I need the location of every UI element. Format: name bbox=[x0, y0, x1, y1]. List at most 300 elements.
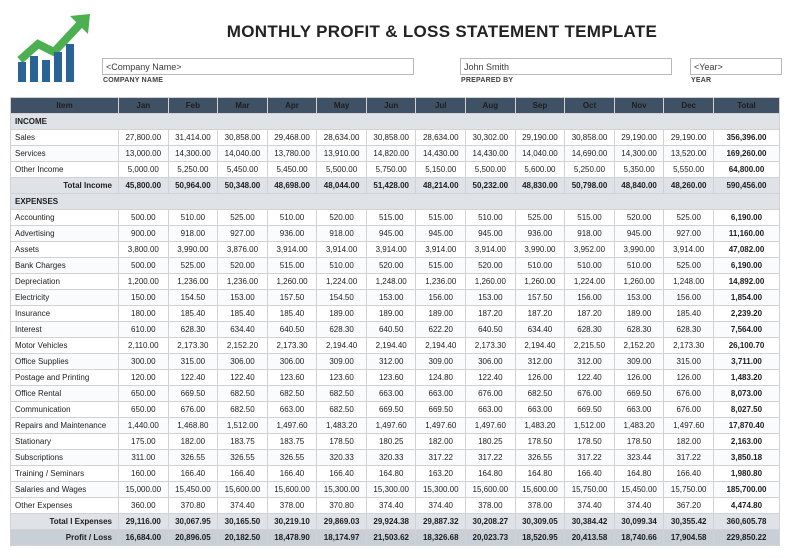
cell-jun[interactable]: 669.50 bbox=[366, 402, 416, 418]
cell-aug[interactable]: 663.00 bbox=[466, 402, 516, 418]
cell-oct[interactable]: 187.20 bbox=[565, 306, 615, 322]
cell-mar[interactable]: 1,236.00 bbox=[218, 274, 268, 290]
cell-jul[interactable]: 309.00 bbox=[416, 354, 466, 370]
cell-sep[interactable]: 30,309.05 bbox=[515, 514, 565, 530]
cell-may[interactable]: 510.00 bbox=[317, 258, 367, 274]
cell-apr[interactable]: 663.00 bbox=[267, 402, 317, 418]
cell-feb[interactable]: 122.40 bbox=[168, 370, 218, 386]
cell-feb[interactable]: 1,236.00 bbox=[168, 274, 218, 290]
cell-oct[interactable]: 30,858.00 bbox=[565, 130, 615, 146]
cell-feb[interactable]: 15,450.00 bbox=[168, 482, 218, 498]
cell-sep[interactable]: 5,600.00 bbox=[515, 162, 565, 178]
cell-jul[interactable]: 14,430.00 bbox=[416, 146, 466, 162]
cell-jan[interactable]: 150.00 bbox=[119, 290, 169, 306]
cell-apr[interactable]: 682.50 bbox=[267, 386, 317, 402]
cell-sep[interactable]: 18,520.95 bbox=[515, 530, 565, 546]
cell-jul[interactable]: 317.22 bbox=[416, 450, 466, 466]
cell-jan[interactable]: 2,110.00 bbox=[119, 338, 169, 354]
cell-jun[interactable]: 2,194.40 bbox=[366, 338, 416, 354]
cell-may[interactable]: 15,300.00 bbox=[317, 482, 367, 498]
cell-jan[interactable]: 160.00 bbox=[119, 466, 169, 482]
cell-jul[interactable]: 124.80 bbox=[416, 370, 466, 386]
cell-mar[interactable]: 1,512.00 bbox=[218, 418, 268, 434]
cell-dec[interactable]: 166.40 bbox=[664, 466, 714, 482]
cell-aug[interactable]: 50,232.00 bbox=[466, 178, 516, 194]
cell-nov[interactable]: 189.00 bbox=[614, 306, 664, 322]
cell-jun[interactable]: 515.00 bbox=[366, 210, 416, 226]
cell-mar[interactable]: 183.75 bbox=[218, 434, 268, 450]
cell-mar[interactable]: 15,600.00 bbox=[218, 482, 268, 498]
cell-jul[interactable]: 622.20 bbox=[416, 322, 466, 338]
cell-apr[interactable]: 183.75 bbox=[267, 434, 317, 450]
cell-jul[interactable]: 48,214.00 bbox=[416, 178, 466, 194]
cell-jun[interactable]: 15,300.00 bbox=[366, 482, 416, 498]
cell-oct[interactable]: 50,798.00 bbox=[565, 178, 615, 194]
cell-may[interactable]: 28,634.00 bbox=[317, 130, 367, 146]
cell-jan[interactable]: 610.00 bbox=[119, 322, 169, 338]
cell-dec[interactable]: 927.00 bbox=[664, 226, 714, 242]
cell-oct[interactable]: 5,250.00 bbox=[565, 162, 615, 178]
cell-nov[interactable]: 3,990.00 bbox=[614, 242, 664, 258]
cell-aug[interactable]: 1,260.00 bbox=[466, 274, 516, 290]
cell-dec[interactable]: 15,750.00 bbox=[664, 482, 714, 498]
cell-feb[interactable]: 669.50 bbox=[168, 386, 218, 402]
cell-aug[interactable]: 187.20 bbox=[466, 306, 516, 322]
cell-apr[interactable]: 185.40 bbox=[267, 306, 317, 322]
cell-feb[interactable]: 31,414.00 bbox=[168, 130, 218, 146]
cell-sep[interactable]: 2,194.40 bbox=[515, 338, 565, 354]
cell-apr[interactable]: 48,698.00 bbox=[267, 178, 317, 194]
cell-may[interactable]: 682.50 bbox=[317, 386, 367, 402]
cell-aug[interactable]: 1,497.60 bbox=[466, 418, 516, 434]
cell-apr[interactable]: 30,219.10 bbox=[267, 514, 317, 530]
cell-apr[interactable]: 510.00 bbox=[267, 210, 317, 226]
cell-sep[interactable]: 312.00 bbox=[515, 354, 565, 370]
cell-sep[interactable]: 15,600.00 bbox=[515, 482, 565, 498]
cell-dec[interactable]: 3,914.00 bbox=[664, 242, 714, 258]
cell-jan[interactable]: 500.00 bbox=[119, 258, 169, 274]
cell-mar[interactable]: 153.00 bbox=[218, 290, 268, 306]
cell-mar[interactable]: 122.40 bbox=[218, 370, 268, 386]
cell-sep[interactable]: 187.20 bbox=[515, 306, 565, 322]
cell-dec[interactable]: 5,550.00 bbox=[664, 162, 714, 178]
cell-aug[interactable]: 164.80 bbox=[466, 466, 516, 482]
cell-apr[interactable]: 5,450.00 bbox=[267, 162, 317, 178]
cell-apr[interactable]: 306.00 bbox=[267, 354, 317, 370]
cell-nov[interactable]: 309.00 bbox=[614, 354, 664, 370]
cell-jan[interactable]: 311.00 bbox=[119, 450, 169, 466]
cell-oct[interactable]: 312.00 bbox=[565, 354, 615, 370]
cell-jun[interactable]: 312.00 bbox=[366, 354, 416, 370]
cell-jun[interactable]: 14,820.00 bbox=[366, 146, 416, 162]
cell-dec[interactable]: 48,260.00 bbox=[664, 178, 714, 194]
cell-dec[interactable]: 2,173.30 bbox=[664, 338, 714, 354]
cell-oct[interactable]: 15,750.00 bbox=[565, 482, 615, 498]
cell-dec[interactable]: 676.00 bbox=[664, 386, 714, 402]
cell-dec[interactable]: 367.20 bbox=[664, 498, 714, 514]
cell-jun[interactable]: 3,914.00 bbox=[366, 242, 416, 258]
cell-jun[interactable]: 21,503.62 bbox=[366, 530, 416, 546]
cell-sep[interactable]: 510.00 bbox=[515, 258, 565, 274]
cell-nov[interactable]: 48,840.00 bbox=[614, 178, 664, 194]
cell-dec[interactable]: 29,190.00 bbox=[664, 130, 714, 146]
cell-dec[interactable]: 156.00 bbox=[664, 290, 714, 306]
cell-jul[interactable]: 2,194.40 bbox=[416, 338, 466, 354]
cell-apr[interactable]: 3,914.00 bbox=[267, 242, 317, 258]
cell-apr[interactable]: 1,497.60 bbox=[267, 418, 317, 434]
cell-jul[interactable]: 28,634.00 bbox=[416, 130, 466, 146]
cell-feb[interactable]: 20,896.05 bbox=[168, 530, 218, 546]
cell-aug[interactable]: 676.00 bbox=[466, 386, 516, 402]
cell-apr[interactable]: 1,260.00 bbox=[267, 274, 317, 290]
cell-oct[interactable]: 156.00 bbox=[565, 290, 615, 306]
cell-jul[interactable]: 1,497.60 bbox=[416, 418, 466, 434]
cell-jul[interactable]: 663.00 bbox=[416, 386, 466, 402]
cell-jan[interactable]: 650.00 bbox=[119, 402, 169, 418]
cell-may[interactable]: 1,224.00 bbox=[317, 274, 367, 290]
cell-feb[interactable]: 628.30 bbox=[168, 322, 218, 338]
cell-mar[interactable]: 306.00 bbox=[218, 354, 268, 370]
cell-jul[interactable]: 15,300.00 bbox=[416, 482, 466, 498]
cell-nov[interactable]: 178.50 bbox=[614, 434, 664, 450]
cell-aug[interactable]: 20,023.73 bbox=[466, 530, 516, 546]
cell-may[interactable]: 48,044.00 bbox=[317, 178, 367, 194]
cell-aug[interactable]: 510.00 bbox=[466, 210, 516, 226]
cell-may[interactable]: 166.40 bbox=[317, 466, 367, 482]
cell-jun[interactable]: 1,497.60 bbox=[366, 418, 416, 434]
cell-mar[interactable]: 634.40 bbox=[218, 322, 268, 338]
cell-sep[interactable]: 3,990.00 bbox=[515, 242, 565, 258]
cell-jul[interactable]: 3,914.00 bbox=[416, 242, 466, 258]
cell-jul[interactable]: 515.00 bbox=[416, 210, 466, 226]
cell-may[interactable]: 5,500.00 bbox=[317, 162, 367, 178]
cell-may[interactable]: 154.50 bbox=[317, 290, 367, 306]
cell-dec[interactable]: 525.00 bbox=[664, 258, 714, 274]
cell-jun[interactable]: 51,428.00 bbox=[366, 178, 416, 194]
cell-sep[interactable]: 682.50 bbox=[515, 386, 565, 402]
cell-apr[interactable]: 378.00 bbox=[267, 498, 317, 514]
cell-apr[interactable]: 640.50 bbox=[267, 322, 317, 338]
cell-jun[interactable]: 153.00 bbox=[366, 290, 416, 306]
cell-sep[interactable]: 663.00 bbox=[515, 402, 565, 418]
cell-jun[interactable]: 374.40 bbox=[366, 498, 416, 514]
cell-aug[interactable]: 153.00 bbox=[466, 290, 516, 306]
cell-may[interactable]: 918.00 bbox=[317, 226, 367, 242]
cell-oct[interactable]: 669.50 bbox=[565, 402, 615, 418]
cell-jul[interactable]: 156.00 bbox=[416, 290, 466, 306]
cell-jul[interactable]: 1,236.00 bbox=[416, 274, 466, 290]
cell-sep[interactable]: 936.00 bbox=[515, 226, 565, 242]
cell-nov[interactable]: 510.00 bbox=[614, 258, 664, 274]
cell-aug[interactable]: 2,173.30 bbox=[466, 338, 516, 354]
cell-nov[interactable]: 14,300.00 bbox=[614, 146, 664, 162]
cell-jul[interactable]: 182.00 bbox=[416, 434, 466, 450]
cell-aug[interactable]: 3,914.00 bbox=[466, 242, 516, 258]
cell-oct[interactable]: 166.40 bbox=[565, 466, 615, 482]
cell-mar[interactable]: 3,876.00 bbox=[218, 242, 268, 258]
cell-jan[interactable]: 5,000.00 bbox=[119, 162, 169, 178]
cell-apr[interactable]: 515.00 bbox=[267, 258, 317, 274]
cell-aug[interactable]: 15,600.00 bbox=[466, 482, 516, 498]
cell-nov[interactable]: 374.40 bbox=[614, 498, 664, 514]
cell-may[interactable]: 29,869.03 bbox=[317, 514, 367, 530]
cell-oct[interactable]: 676.00 bbox=[565, 386, 615, 402]
cell-oct[interactable]: 1,224.00 bbox=[565, 274, 615, 290]
cell-dec[interactable]: 676.00 bbox=[664, 402, 714, 418]
cell-feb[interactable]: 182.00 bbox=[168, 434, 218, 450]
cell-aug[interactable]: 5,500.00 bbox=[466, 162, 516, 178]
cell-sep[interactable]: 1,260.00 bbox=[515, 274, 565, 290]
cell-nov[interactable]: 164.80 bbox=[614, 466, 664, 482]
cell-apr[interactable]: 15,600.00 bbox=[267, 482, 317, 498]
cell-may[interactable]: 1,483.20 bbox=[317, 418, 367, 434]
cell-jun[interactable]: 123.60 bbox=[366, 370, 416, 386]
cell-feb[interactable]: 2,173.30 bbox=[168, 338, 218, 354]
cell-jun[interactable]: 945.00 bbox=[366, 226, 416, 242]
cell-jan[interactable]: 15,000.00 bbox=[119, 482, 169, 498]
cell-jan[interactable]: 360.00 bbox=[119, 498, 169, 514]
cell-sep[interactable]: 326.55 bbox=[515, 450, 565, 466]
cell-feb[interactable]: 185.40 bbox=[168, 306, 218, 322]
cell-feb[interactable]: 315.00 bbox=[168, 354, 218, 370]
cell-nov[interactable]: 153.00 bbox=[614, 290, 664, 306]
cell-nov[interactable]: 323.44 bbox=[614, 450, 664, 466]
cell-apr[interactable]: 18,478.90 bbox=[267, 530, 317, 546]
cell-jun[interactable]: 663.00 bbox=[366, 386, 416, 402]
cell-mar[interactable]: 30,165.50 bbox=[218, 514, 268, 530]
cell-jan[interactable]: 180.00 bbox=[119, 306, 169, 322]
cell-nov[interactable]: 29,190.00 bbox=[614, 130, 664, 146]
cell-jun[interactable]: 5,750.00 bbox=[366, 162, 416, 178]
cell-mar[interactable]: 50,348.00 bbox=[218, 178, 268, 194]
cell-nov[interactable]: 18,740.66 bbox=[614, 530, 664, 546]
cell-nov[interactable]: 126.00 bbox=[614, 370, 664, 386]
cell-sep[interactable]: 48,830.00 bbox=[515, 178, 565, 194]
cell-oct[interactable]: 3,952.00 bbox=[565, 242, 615, 258]
cell-sep[interactable]: 126.00 bbox=[515, 370, 565, 386]
cell-nov[interactable]: 663.00 bbox=[614, 402, 664, 418]
cell-oct[interactable]: 178.50 bbox=[565, 434, 615, 450]
cell-oct[interactable]: 2,215.50 bbox=[565, 338, 615, 354]
cell-feb[interactable]: 5,250.00 bbox=[168, 162, 218, 178]
cell-feb[interactable]: 676.00 bbox=[168, 402, 218, 418]
cell-may[interactable]: 3,914.00 bbox=[317, 242, 367, 258]
cell-nov[interactable]: 945.00 bbox=[614, 226, 664, 242]
cell-aug[interactable]: 378.00 bbox=[466, 498, 516, 514]
cell-oct[interactable]: 374.40 bbox=[565, 498, 615, 514]
cell-dec[interactable]: 317.22 bbox=[664, 450, 714, 466]
cell-apr[interactable]: 123.60 bbox=[267, 370, 317, 386]
cell-dec[interactable]: 1,248.00 bbox=[664, 274, 714, 290]
cell-oct[interactable]: 20,413.58 bbox=[565, 530, 615, 546]
cell-jul[interactable]: 5,150.00 bbox=[416, 162, 466, 178]
cell-mar[interactable]: 166.40 bbox=[218, 466, 268, 482]
cell-jul[interactable]: 945.00 bbox=[416, 226, 466, 242]
cell-nov[interactable]: 1,483.20 bbox=[614, 418, 664, 434]
cell-feb[interactable]: 525.00 bbox=[168, 258, 218, 274]
cell-jul[interactable]: 669.50 bbox=[416, 402, 466, 418]
cell-feb[interactable]: 510.00 bbox=[168, 210, 218, 226]
cell-sep[interactable]: 29,190.00 bbox=[515, 130, 565, 146]
cell-mar[interactable]: 927.00 bbox=[218, 226, 268, 242]
cell-nov[interactable]: 15,450.00 bbox=[614, 482, 664, 498]
cell-may[interactable]: 189.00 bbox=[317, 306, 367, 322]
cell-may[interactable]: 178.50 bbox=[317, 434, 367, 450]
cell-nov[interactable]: 628.30 bbox=[614, 322, 664, 338]
cell-jul[interactable]: 163.20 bbox=[416, 466, 466, 482]
cell-may[interactable]: 123.60 bbox=[317, 370, 367, 386]
cell-jun[interactable]: 520.00 bbox=[366, 258, 416, 274]
cell-jul[interactable]: 374.40 bbox=[416, 498, 466, 514]
cell-aug[interactable]: 30,208.27 bbox=[466, 514, 516, 530]
cell-oct[interactable]: 317.22 bbox=[565, 450, 615, 466]
cell-may[interactable]: 628.30 bbox=[317, 322, 367, 338]
cell-feb[interactable]: 30,067.95 bbox=[168, 514, 218, 530]
cell-feb[interactable]: 370.80 bbox=[168, 498, 218, 514]
cell-dec[interactable]: 628.30 bbox=[664, 322, 714, 338]
cell-dec[interactable]: 315.00 bbox=[664, 354, 714, 370]
year-input[interactable]: <Year> bbox=[690, 58, 782, 75]
cell-mar[interactable]: 326.55 bbox=[218, 450, 268, 466]
cell-jun[interactable]: 164.80 bbox=[366, 466, 416, 482]
cell-apr[interactable]: 2,173.30 bbox=[267, 338, 317, 354]
cell-aug[interactable]: 520.00 bbox=[466, 258, 516, 274]
cell-mar[interactable]: 682.50 bbox=[218, 402, 268, 418]
cell-feb[interactable]: 154.50 bbox=[168, 290, 218, 306]
cell-jul[interactable]: 189.00 bbox=[416, 306, 466, 322]
cell-may[interactable]: 2,194.40 bbox=[317, 338, 367, 354]
cell-jan[interactable]: 13,000.00 bbox=[119, 146, 169, 162]
cell-aug[interactable]: 945.00 bbox=[466, 226, 516, 242]
cell-oct[interactable]: 14,690.00 bbox=[565, 146, 615, 162]
cell-jan[interactable]: 900.00 bbox=[119, 226, 169, 242]
cell-apr[interactable]: 936.00 bbox=[267, 226, 317, 242]
cell-dec[interactable]: 185.40 bbox=[664, 306, 714, 322]
cell-dec[interactable]: 13,520.00 bbox=[664, 146, 714, 162]
cell-oct[interactable]: 30,384.42 bbox=[565, 514, 615, 530]
cell-jun[interactable]: 640.50 bbox=[366, 322, 416, 338]
cell-feb[interactable]: 918.00 bbox=[168, 226, 218, 242]
cell-oct[interactable]: 1,512.00 bbox=[565, 418, 615, 434]
cell-apr[interactable]: 29,468.00 bbox=[267, 130, 317, 146]
cell-may[interactable]: 309.00 bbox=[317, 354, 367, 370]
cell-jan[interactable]: 650.00 bbox=[119, 386, 169, 402]
cell-apr[interactable]: 326.55 bbox=[267, 450, 317, 466]
cell-jun[interactable]: 180.25 bbox=[366, 434, 416, 450]
cell-jun[interactable]: 320.33 bbox=[366, 450, 416, 466]
cell-may[interactable]: 18,174.97 bbox=[317, 530, 367, 546]
cell-jun[interactable]: 189.00 bbox=[366, 306, 416, 322]
cell-nov[interactable]: 1,260.00 bbox=[614, 274, 664, 290]
cell-jan[interactable]: 27,800.00 bbox=[119, 130, 169, 146]
cell-aug[interactable]: 30,302.00 bbox=[466, 130, 516, 146]
cell-feb[interactable]: 326.55 bbox=[168, 450, 218, 466]
cell-may[interactable]: 370.80 bbox=[317, 498, 367, 514]
cell-aug[interactable]: 317.22 bbox=[466, 450, 516, 466]
cell-jul[interactable]: 18,326.68 bbox=[416, 530, 466, 546]
cell-dec[interactable]: 126.00 bbox=[664, 370, 714, 386]
cell-sep[interactable]: 14,040.00 bbox=[515, 146, 565, 162]
cell-sep[interactable]: 378.00 bbox=[515, 498, 565, 514]
cell-aug[interactable]: 180.25 bbox=[466, 434, 516, 450]
cell-nov[interactable]: 5,350.00 bbox=[614, 162, 664, 178]
cell-apr[interactable]: 166.40 bbox=[267, 466, 317, 482]
cell-aug[interactable]: 640.50 bbox=[466, 322, 516, 338]
cell-aug[interactable]: 306.00 bbox=[466, 354, 516, 370]
cell-oct[interactable]: 918.00 bbox=[565, 226, 615, 242]
cell-sep[interactable]: 178.50 bbox=[515, 434, 565, 450]
cell-feb[interactable]: 1,468.80 bbox=[168, 418, 218, 434]
cell-jun[interactable]: 30,858.00 bbox=[366, 130, 416, 146]
cell-jan[interactable]: 120.00 bbox=[119, 370, 169, 386]
prepared-by-input[interactable]: John Smith bbox=[460, 58, 672, 75]
cell-jan[interactable]: 45,800.00 bbox=[119, 178, 169, 194]
cell-dec[interactable]: 525.00 bbox=[664, 210, 714, 226]
cell-dec[interactable]: 30,355.42 bbox=[664, 514, 714, 530]
cell-jan[interactable]: 300.00 bbox=[119, 354, 169, 370]
cell-oct[interactable]: 510.00 bbox=[565, 258, 615, 274]
cell-may[interactable]: 320.33 bbox=[317, 450, 367, 466]
cell-dec[interactable]: 17,904.58 bbox=[664, 530, 714, 546]
cell-dec[interactable]: 182.00 bbox=[664, 434, 714, 450]
cell-jun[interactable]: 1,248.00 bbox=[366, 274, 416, 290]
cell-oct[interactable]: 515.00 bbox=[565, 210, 615, 226]
cell-mar[interactable]: 5,450.00 bbox=[218, 162, 268, 178]
cell-sep[interactable]: 634.40 bbox=[515, 322, 565, 338]
cell-mar[interactable]: 374.40 bbox=[218, 498, 268, 514]
cell-dec[interactable]: 1,497.60 bbox=[664, 418, 714, 434]
cell-aug[interactable]: 122.40 bbox=[466, 370, 516, 386]
cell-mar[interactable]: 682.50 bbox=[218, 386, 268, 402]
cell-apr[interactable]: 157.50 bbox=[267, 290, 317, 306]
cell-sep[interactable]: 1,483.20 bbox=[515, 418, 565, 434]
cell-sep[interactable]: 157.50 bbox=[515, 290, 565, 306]
cell-nov[interactable]: 30,099.34 bbox=[614, 514, 664, 530]
cell-feb[interactable]: 3,990.00 bbox=[168, 242, 218, 258]
cell-nov[interactable]: 669.50 bbox=[614, 386, 664, 402]
cell-oct[interactable]: 628.30 bbox=[565, 322, 615, 338]
cell-sep[interactable]: 164.80 bbox=[515, 466, 565, 482]
cell-mar[interactable]: 525.00 bbox=[218, 210, 268, 226]
cell-jan[interactable]: 29,116.00 bbox=[119, 514, 169, 530]
cell-aug[interactable]: 14,430.00 bbox=[466, 146, 516, 162]
cell-may[interactable]: 682.50 bbox=[317, 402, 367, 418]
cell-jan[interactable]: 1,440.00 bbox=[119, 418, 169, 434]
cell-jan[interactable]: 3,800.00 bbox=[119, 242, 169, 258]
company-name-input[interactable]: <Company Name> bbox=[102, 58, 414, 75]
cell-jun[interactable]: 29,924.38 bbox=[366, 514, 416, 530]
cell-nov[interactable]: 2,152.20 bbox=[614, 338, 664, 354]
cell-feb[interactable]: 166.40 bbox=[168, 466, 218, 482]
cell-jul[interactable]: 515.00 bbox=[416, 258, 466, 274]
cell-apr[interactable]: 13,780.00 bbox=[267, 146, 317, 162]
cell-mar[interactable]: 14,040.00 bbox=[218, 146, 268, 162]
cell-mar[interactable]: 2,152.20 bbox=[218, 338, 268, 354]
cell-may[interactable]: 13,910.00 bbox=[317, 146, 367, 162]
cell-jul[interactable]: 29,887.32 bbox=[416, 514, 466, 530]
cell-jan[interactable]: 175.00 bbox=[119, 434, 169, 450]
cell-feb[interactable]: 14,300.00 bbox=[168, 146, 218, 162]
cell-sep[interactable]: 525.00 bbox=[515, 210, 565, 226]
cell-mar[interactable]: 20,182.50 bbox=[218, 530, 268, 546]
cell-mar[interactable]: 185.40 bbox=[218, 306, 268, 322]
cell-mar[interactable]: 30,858.00 bbox=[218, 130, 268, 146]
cell-may[interactable]: 520.00 bbox=[317, 210, 367, 226]
cell-nov[interactable]: 520.00 bbox=[614, 210, 664, 226]
cell-mar[interactable]: 520.00 bbox=[218, 258, 268, 274]
cell-oct[interactable]: 122.40 bbox=[565, 370, 615, 386]
cell-feb[interactable]: 50,964.00 bbox=[168, 178, 218, 194]
